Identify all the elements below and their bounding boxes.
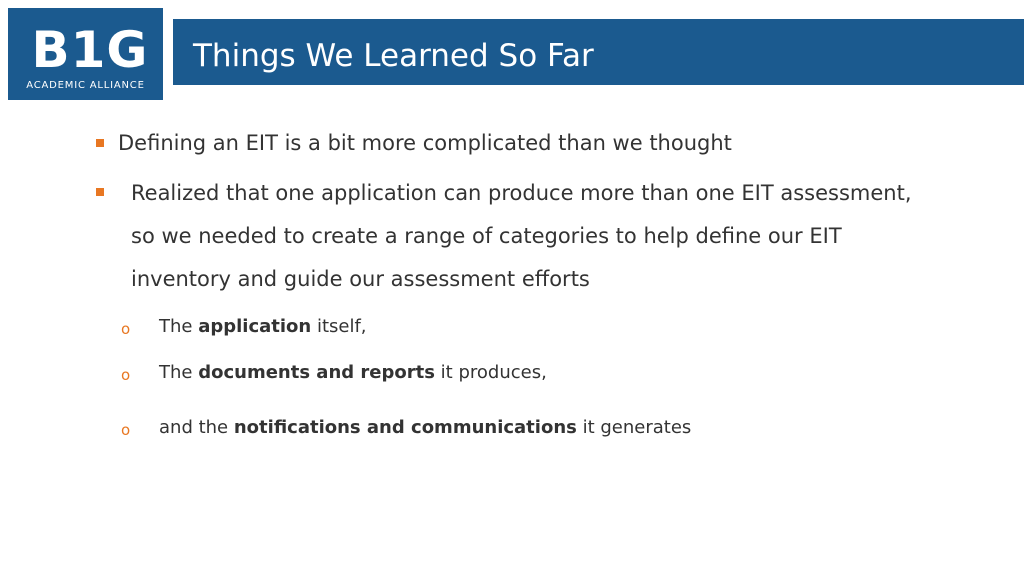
sub-bullet-circle-icon: o xyxy=(121,320,131,338)
sub-item-text: and the xyxy=(159,417,234,438)
sub-item-text: it produces, xyxy=(434,362,547,383)
sub-item-application xyxy=(159,315,367,339)
bullet-square-icon xyxy=(96,188,104,196)
sub-item-text: The xyxy=(159,316,199,337)
logo-subtitle: ACADEMIC ALLIANCE xyxy=(26,80,145,91)
title-bar xyxy=(173,19,1024,85)
bullet-2-line-3: inventory and guide our assessment efforts xyxy=(131,267,590,291)
sub-item-text: The xyxy=(159,362,199,383)
sub-item-bold-text: notifications and communications xyxy=(233,417,577,438)
logo-mark: B1G xyxy=(31,21,149,79)
big-ten-academic-alliance-logo xyxy=(8,8,163,100)
sub-bullet-circle-icon: o xyxy=(121,421,131,439)
sub-item-bold-text: documents and reports xyxy=(198,362,435,383)
sub-item-text: it generates xyxy=(576,417,692,438)
bullet-2-line-1: Realized that one application can produce more than one EIT assessment, xyxy=(131,181,912,205)
bullet-2-line-2: so we needed to create a range of categories to help define our EIT xyxy=(131,224,842,248)
bullet-square-icon xyxy=(96,139,104,147)
sub-bullet-circle-icon: o xyxy=(121,366,131,384)
bullet-1-text: Defining an EIT is a bit more complicated than we thought xyxy=(118,131,732,155)
sub-item-documents xyxy=(159,361,547,385)
slide-title: Things We Learned So Far xyxy=(193,38,594,74)
sub-item-bold-text: application xyxy=(198,316,312,337)
sub-item-text: itself, xyxy=(311,316,367,337)
sub-item-notifications xyxy=(159,416,691,440)
